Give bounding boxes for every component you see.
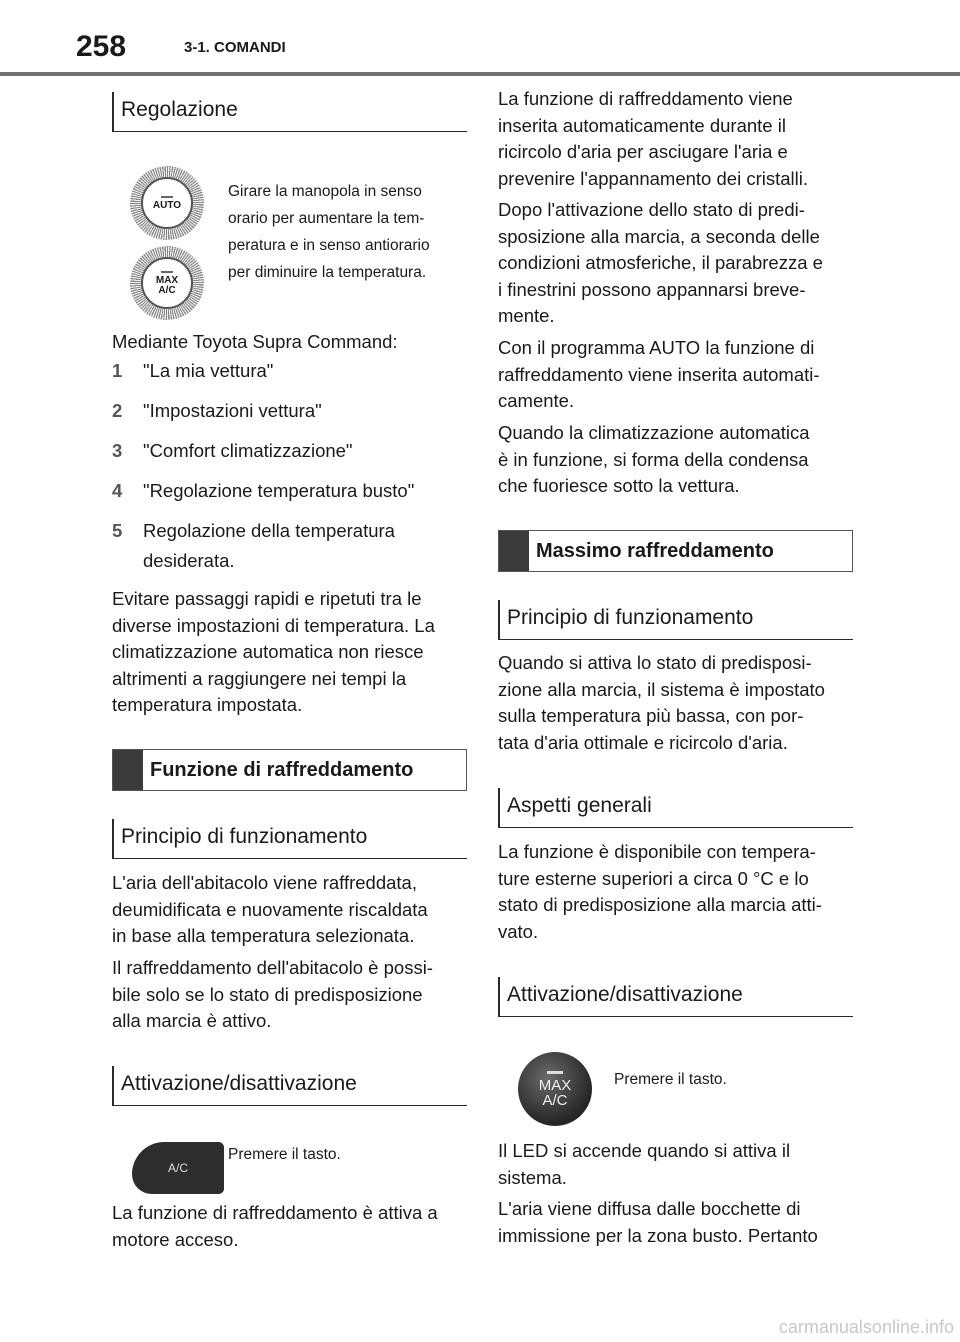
step-item: 5 Regolazione della temperatura desiderata.: [112, 520, 395, 571]
steps-list: [112, 356, 472, 576]
watermark: carmanualsonline.info: [778, 1317, 954, 1337]
right-column: [498, 0, 856, 1342]
air-paragraph: L'aria viene diffusa dalle bocchette di immissione per la zona busto. Pertanto: [498, 1198, 818, 1246]
knob-caption: Girare la manopola in senso orario per aumentare la tem- peratura e in senso antiorario per diminuire la temperatura.: [228, 183, 430, 281]
cooling-heading: Funzione di raffreddamento: [112, 749, 467, 791]
warning-paragraph: Evitare passaggi rapidi e ripetuti tra le diverse impostazioni di temperatura. La climatizzazione automatica non riesce altrimenti a raggiungere nei tempi la temperatura impostata.: [112, 588, 435, 715]
principle-heading: Principio di funzionamento: [112, 819, 467, 859]
ac-button: A/C: [132, 1142, 224, 1194]
engine-paragraph: La funzione di raffreddamento è attiva a motore acceso.: [112, 1202, 438, 1250]
left-column: [112, 0, 470, 1342]
principle-paragraph-1: L'aria dell'abitacolo viene raffreddata, deumidificata e nuovamente riscaldata in base alla temperatura selezionata.: [112, 872, 428, 946]
led-paragraph: Il LED si accende quando si attiva il sistema.: [498, 1140, 791, 1188]
step-item: 3 "Comfort climatizzazione": [112, 440, 353, 461]
section-label: 3-1. COMANDI: [184, 39, 286, 56]
intro-paragraph-2: Dopo l'attivazione dello stato di predi- sposizione alla marcia, a seconda delle condizioni atmosferiche, il parabrezza e i finestrini possono appannarsi breve- mente.: [498, 199, 823, 326]
regolazione-heading: Regolazione: [112, 92, 467, 132]
step-item: 2 "Impostazioni vettura": [112, 400, 322, 421]
principle-heading-right: Principio di funzionamento: [498, 600, 853, 640]
general-heading: Aspetti generali: [498, 788, 853, 828]
intro-paragraph-1: La funzione di raffreddamento viene inserita automaticamente durante il ricircolo d'aria per asciugare l'aria e prevenire l'appannamento dei cristalli.: [498, 88, 808, 189]
knob-max-ac: [130, 246, 204, 320]
knob-auto-label: AUTO: [152, 199, 182, 211]
page-number: 258: [76, 30, 127, 63]
knob-max-label-1: MAX: [155, 274, 179, 286]
knob-auto: [130, 166, 204, 240]
knob-max-label-2: A/C: [158, 284, 176, 296]
command-intro: Mediante Toyota Supra Command:: [112, 331, 398, 352]
step-item: 4 "Regolazione temperatura busto": [112, 480, 415, 501]
intro-paragraph-4: Quando la climatizzazione automatica è in funzione, si forma della condensa che fuoriesce sotto la vettura.: [498, 422, 810, 496]
activation-heading-right: Attivazione/disattivazione: [498, 977, 853, 1017]
principle-paragraph-right: Quando si attiva lo stato di predisposi- zione alla marcia, il sistema è impostato sulla temperatura più bassa, con por- tata d'aria ottimale e ricircolo d'aria.: [498, 652, 825, 753]
general-paragraph: La funzione è disponibile con tempera- ture esterne superiori a circa 0 °C e lo stato di predisposizione alla marcia atti- vato.: [498, 841, 822, 942]
activation-heading: Attivazione/disattivazione: [112, 1066, 467, 1106]
max-cooling-heading: Massimo raffreddamento: [498, 530, 853, 572]
principle-paragraph-2: Il raffreddamento dell'abitacolo è possi- bile solo se lo stato di predisposizione alla marcia è attivo.: [112, 957, 433, 1031]
step-item: 1 "La mia vettura": [112, 360, 274, 381]
press-caption: Premere il tasto.: [228, 1146, 341, 1163]
press-caption-right: Premere il tasto.: [614, 1071, 727, 1088]
max-ac-button: MAX A/C: [518, 1052, 592, 1126]
intro-paragraph-3: Con il programma AUTO la funzione di raffreddamento viene inserita automati- camente.: [498, 337, 820, 411]
